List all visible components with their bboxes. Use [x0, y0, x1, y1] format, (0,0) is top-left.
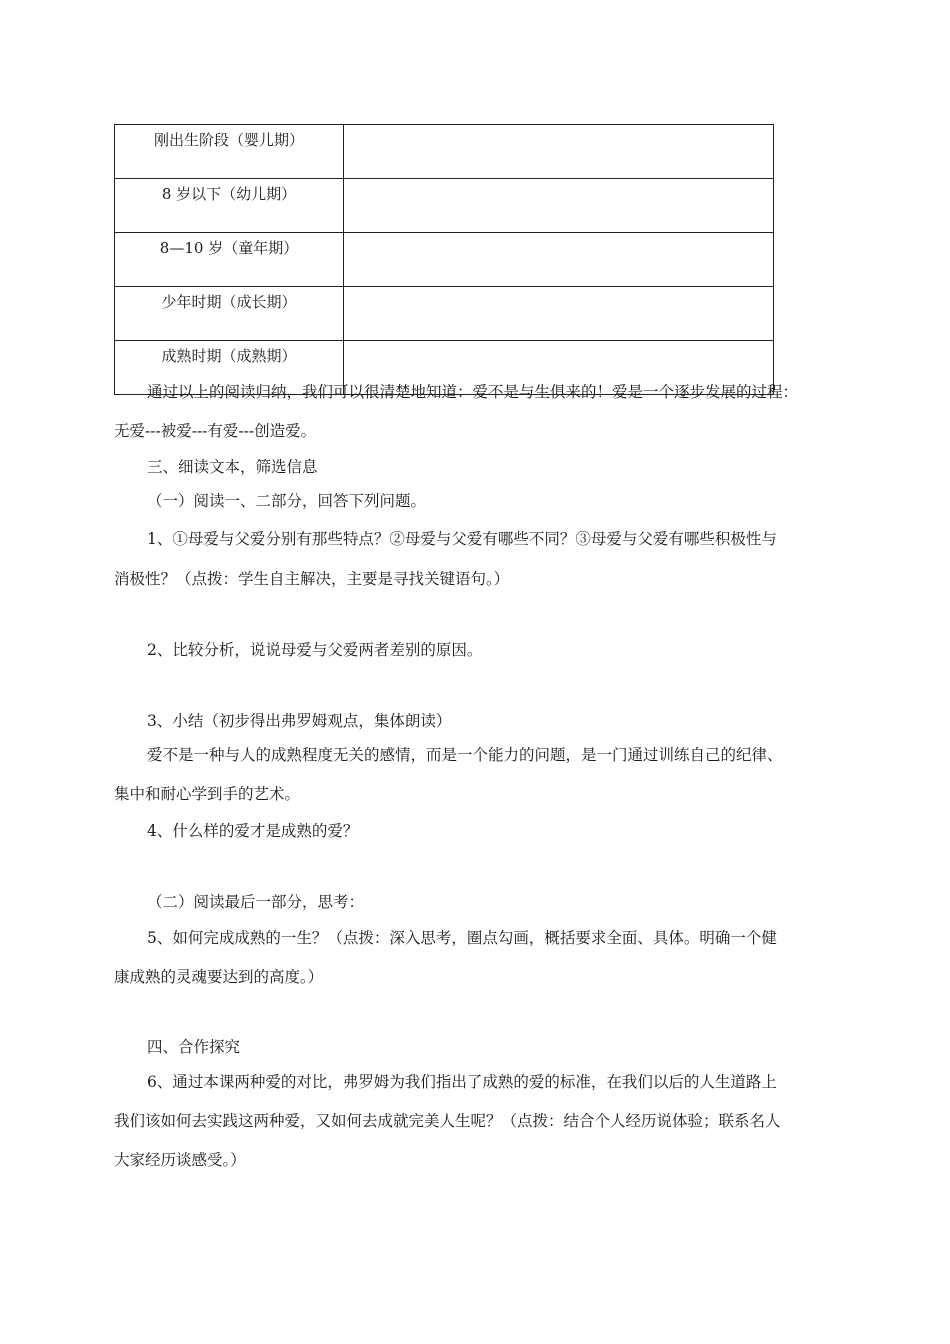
- question-4: 4、什么样的爱才是成熟的爱？: [147, 822, 359, 840]
- development-stages-table: [114, 124, 774, 395]
- question-3-text-cont: 集中和耐心学到手的艺术。: [114, 785, 301, 803]
- table-row: [115, 287, 774, 341]
- section-3-heading: 三、细读文本，筛选信息: [147, 458, 318, 476]
- question-1-cont: 消极性？（点拨：学生自主解决，主要是寻找关键语句。）: [114, 570, 510, 588]
- table-row: [115, 233, 774, 287]
- question-3-text: 爱不是一种与人的成熟程度无关的感情，而是一个能力的问题，是一门通过训练自己的纪律、: [147, 746, 783, 764]
- part-2-heading: （二）阅读最后一部分，思考：: [147, 893, 365, 911]
- part-1-heading: （一）阅读一、二部分，回答下列问题。: [147, 492, 427, 510]
- stage-label: 成熟时期（成熟期）: [115, 341, 344, 395]
- question-2: 2、比较分析，说说母爱与父爱两者差别的原因。: [147, 641, 483, 659]
- summary-paragraph: 通过以上的阅读归纳，我们可以很清楚地知道：爱不是与生俱来的！爱是一个逐步发展的过程：: [147, 383, 799, 401]
- question-1: 1、①母爱与父爱分别有那些特点？②母爱与父爱有哪些不同？③母爱与父爱有哪些积极性与: [147, 530, 777, 548]
- stage-answer-cell: [344, 179, 774, 233]
- section-4-heading: 四、合作探究: [147, 1038, 241, 1056]
- stage-answer-cell: [344, 125, 774, 179]
- question-6-cont-2: 大家经历谈感受。）: [114, 1151, 246, 1169]
- stage-label: 8 岁以下（幼儿期）: [115, 179, 344, 233]
- question-5: 5、如何完成成熟的一生？（点拨：深入思考，圈点勾画，概括要求全面、具体。明确一个健: [147, 929, 777, 947]
- question-6: 6、通过本课两种爱的对比，弗罗姆为我们指出了成熟的爱的标准，在我们以后的人生道路上: [147, 1073, 777, 1091]
- question-5-cont: 康成熟的灵魂要达到的高度。）: [114, 968, 324, 986]
- stage-answer-cell: [344, 287, 774, 341]
- question-6-cont: 我们该如何去实践这两种爱，又如何去成就完美人生呢？（点拨：结合个人经历说体验；联系名人: [114, 1112, 781, 1130]
- stage-answer-cell: [344, 233, 774, 287]
- question-3: 3、小结（初步得出弗罗姆观点，集体朗读）: [147, 712, 452, 730]
- stage-label: 8—10 岁（童年期）: [115, 233, 344, 287]
- stage-label: 刚出生阶段（婴儿期）: [115, 125, 344, 179]
- stage-label: 少年时期（成长期）: [115, 287, 344, 341]
- table-row: [115, 179, 774, 233]
- table-row: [115, 125, 774, 179]
- summary-paragraph-cont: 无爱---被爱---有爱---创造爱。: [114, 422, 317, 440]
